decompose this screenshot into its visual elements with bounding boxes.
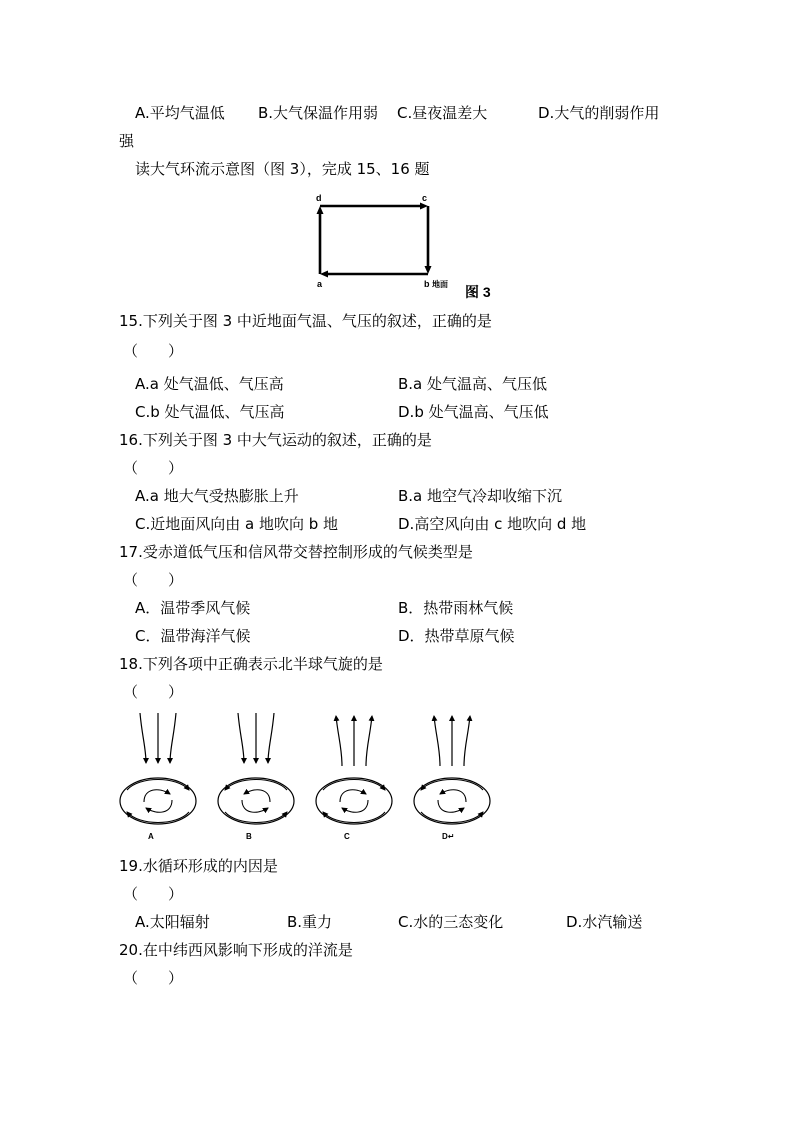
q17-stem: 17.受赤道低气压和信风带交替控制形成的气候类型是 (119, 543, 473, 561)
cyclone-figure-a (120, 713, 196, 841)
figure-3-circulation-diagram (310, 190, 500, 300)
q16-stem: 16.下列关于图 3 中大气运动的叙述，正确的是 (119, 431, 432, 449)
q18-cyclone-figures (115, 708, 515, 843)
q19-option-b: B.重力 (287, 913, 333, 931)
q15-answer-blank: （ ） (123, 342, 184, 360)
q16-option-c: C.近地面风向由 a 地吹向 b 地 (135, 515, 339, 533)
fig3-label-b: b (424, 279, 430, 289)
q17-option-a: A．温带季风气候 (135, 599, 251, 617)
cyclone-label-d: D↵ (442, 832, 455, 841)
q14-option-d-wrap: 强 (119, 132, 135, 150)
q14-option-c: C.昼夜温差大 (397, 104, 488, 122)
q18-answer-blank: （ ） (123, 683, 184, 701)
fig3-label-c: c (422, 193, 428, 203)
q16-option-d: D.高空风向由 c 地吹向 d 地 (398, 515, 587, 533)
q14-option-b: B.大气保温作用弱 (258, 104, 379, 122)
q15-stem: 15.下列关于图 3 中近地面气温、气压的叙述，正确的是 (119, 312, 492, 330)
fig3-label-a: a (317, 279, 323, 289)
q17-option-d: D．热带草原气候 (398, 627, 515, 645)
q16-option-b: B.a 地空气冷却收缩下沉 (398, 487, 563, 505)
q19-option-d: D.水汽输送 (566, 913, 643, 931)
q16-answer-blank: （ ） (123, 459, 184, 477)
q19-answer-blank: （ ） (123, 885, 184, 903)
fig3-label-d: d (316, 193, 322, 203)
q19-option-c: C.水的三态变化 (398, 913, 504, 931)
cyclone-figure-d (414, 716, 490, 841)
q15-option-b: B.a 处气温高、气压低 (398, 375, 548, 393)
q17-option-c: C．温带海洋气候 (135, 627, 251, 645)
q15-option-c: C.b 处气温低、气压高 (135, 403, 285, 421)
q14-option-a: A.平均气温低 (135, 104, 225, 122)
cyclone-figure-c (316, 716, 392, 841)
q14-option-d: D.大气的削弱作用 (538, 104, 660, 122)
fig3-caption: 图 3 (465, 284, 491, 300)
fig3-ground-label: 地面 (432, 280, 448, 289)
cyclone-label-b: B (246, 832, 252, 841)
cyclone-figure-b (218, 713, 294, 841)
q15-option-a: A.a 处气温低、气压高 (135, 375, 284, 393)
q20-answer-blank: （ ） (123, 969, 184, 987)
q20-stem: 20.在中纬西风影响下形成的洋流是 (119, 941, 353, 959)
q19-option-a: A.太阳辐射 (135, 913, 210, 931)
q16-option-a: A.a 地大气受热膨胀上升 (135, 487, 299, 505)
q18-stem: 18.下列各项中正确表示北半球气旋的是 (119, 655, 383, 673)
cyclone-label-c: C (344, 832, 350, 841)
intro-15-16: 读大气环流示意图（图 3），完成 15、16 题 (135, 160, 430, 178)
cyclone-label-a: A (148, 832, 154, 841)
q17-answer-blank: （ ） (123, 571, 184, 589)
q17-option-b: B．热带雨林气候 (398, 599, 514, 617)
q19-stem: 19.水循环形成的内因是 (119, 857, 278, 875)
q15-option-d: D.b 处气温高、气压低 (398, 403, 549, 421)
